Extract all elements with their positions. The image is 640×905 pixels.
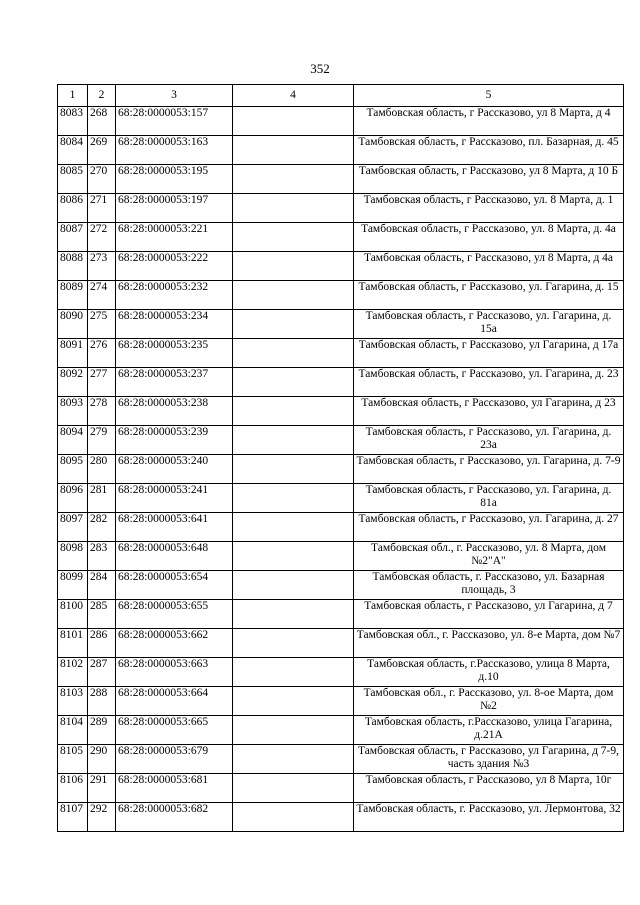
table-header [58,85,624,107]
empty-cell [233,165,354,194]
address-cell: Тамбовская область, г.Рассказово, улица Гагарина, д.21А [354,716,624,745]
address-cell: Тамбовская область, г. Рассказово, ул. Лермонтова, 32 [354,803,624,832]
address-cell: Тамбовская область, г Рассказово, ул. Гагарина, д. 23а [354,426,624,455]
cadastral-number-cell: 68:28:0000053:239 [116,426,233,455]
cadastral-number-cell: 68:28:0000053:681 [116,774,233,803]
index-cell: 276 [88,339,116,368]
index-cell: 270 [88,165,116,194]
cadastral-number-cell: 68:28:0000053:240 [116,455,233,484]
number-cell: 8084 [58,136,88,165]
number-cell: 8095 [58,455,88,484]
table-row [58,223,624,252]
table-row [58,629,624,658]
cadastral-number-cell: 68:28:0000053:221 [116,223,233,252]
empty-cell [233,571,354,600]
address-cell: Тамбовская область, г Рассказово, ул 8 Марта, д 4 [354,107,624,136]
index-cell: 284 [88,571,116,600]
table-row [58,397,624,426]
page-number: 352 [310,61,330,76]
empty-cell [233,107,354,136]
cadastral-number-cell: 68:28:0000053:654 [116,571,233,600]
cadastral-number-cell: 68:28:0000053:664 [116,687,233,716]
index-cell: 273 [88,252,116,281]
address-cell: Тамбовская область, г Рассказово, ул Гагарина, д 7-9, часть здания №3 [354,745,624,774]
empty-cell [233,687,354,716]
registry-table [57,84,624,832]
index-cell: 278 [88,397,116,426]
cadastral-number-cell: 68:28:0000053:197 [116,194,233,223]
empty-cell [233,455,354,484]
address-cell: Тамбовская область, г Рассказово, ул. 8 Марта, д. 4а [354,223,624,252]
index-cell: 282 [88,513,116,542]
number-cell: 8097 [58,513,88,542]
number-cell: 8090 [58,310,88,339]
cadastral-number-cell: 68:28:0000053:235 [116,339,233,368]
number-cell: 8106 [58,774,88,803]
empty-cell [233,658,354,687]
address-cell: Тамбовская область, г Рассказово, ул. Гагарина, д. 15 [354,281,624,310]
address-cell: Тамбовская область, г. Рассказово, ул. Базарная площадь, 3 [354,571,624,600]
table-row [58,426,624,455]
index-cell: 286 [88,629,116,658]
empty-cell [233,745,354,774]
cadastral-number-cell: 68:28:0000053:163 [116,136,233,165]
empty-cell [233,252,354,281]
empty-cell [233,542,354,571]
table-row [58,252,624,281]
address-cell: Тамбовская область, г Рассказово, ул Гагарина, д 23 [354,397,624,426]
index-cell: 272 [88,223,116,252]
cadastral-number-cell: 68:28:0000053:222 [116,252,233,281]
table-row [58,600,624,629]
address-cell: Тамбовская область, г Рассказово, ул. Гагарина, д. 15а [354,310,624,339]
empty-cell [233,194,354,223]
address-cell: Тамбовская область, г Рассказово, ул 8 Марта, д 10 Б [354,165,624,194]
index-cell: 289 [88,716,116,745]
empty-cell [233,426,354,455]
index-cell: 277 [88,368,116,397]
table-body [58,107,624,832]
cadastral-number-cell: 68:28:0000053:648 [116,542,233,571]
table-row [58,745,624,774]
number-cell: 8085 [58,165,88,194]
index-cell: 288 [88,687,116,716]
address-cell: Тамбовская обл., г. Рассказово, ул. 8-ое Марта, дом №2 [354,687,624,716]
table-row [58,687,624,716]
cadastral-number-cell: 68:28:0000053:237 [116,368,233,397]
index-cell: 290 [88,745,116,774]
empty-cell [233,484,354,513]
index-cell: 292 [88,803,116,832]
number-cell: 8083 [58,107,88,136]
index-cell: 285 [88,600,116,629]
header-cell-4: 4 [233,85,354,107]
empty-cell [233,513,354,542]
index-cell: 275 [88,310,116,339]
address-cell: Тамбовская область, г Рассказово, ул 8 Марта, 10г [354,774,624,803]
empty-cell [233,600,354,629]
cadastral-number-cell: 68:28:0000053:662 [116,629,233,658]
number-cell: 8094 [58,426,88,455]
address-cell: Тамбовская область, г Рассказово, пл. Базарная, д. 45 [354,136,624,165]
table-row [58,339,624,368]
index-cell: 279 [88,426,116,455]
table-row [58,194,624,223]
cadastral-number-cell: 68:28:0000053:195 [116,165,233,194]
cadastral-number-cell: 68:28:0000053:679 [116,745,233,774]
header-cell-5: 5 [354,85,624,107]
table-row [58,513,624,542]
address-cell: Тамбовская область, г Рассказово, ул. Гагарина, д. 7-9 [354,455,624,484]
number-cell: 8100 [58,600,88,629]
address-cell: Тамбовская область, г Рассказово, ул. Гагарина, д. 27 [354,513,624,542]
empty-cell [233,774,354,803]
table-row [58,571,624,600]
address-cell: Тамбовская область, г Рассказово, ул Гагарина, д 7 [354,600,624,629]
cadastral-number-cell: 68:28:0000053:655 [116,600,233,629]
number-cell: 8087 [58,223,88,252]
number-cell: 8096 [58,484,88,513]
table-row [58,658,624,687]
index-cell: 291 [88,774,116,803]
empty-cell [233,803,354,832]
header-cell-3: 3 [116,85,233,107]
table-row [58,542,624,571]
address-cell: Тамбовская обл., г. Рассказово, ул. 8 Марта, дом №2"А" [354,542,624,571]
empty-cell [233,310,354,339]
table-row [58,310,624,339]
number-cell: 8098 [58,542,88,571]
address-cell: Тамбовская область, г Рассказово, ул. Гагарина, д. 23 [354,368,624,397]
header-cell-2: 2 [88,85,116,107]
address-cell: Тамбовская область, г Рассказово, ул. 8 Марта, д. 1 [354,194,624,223]
index-cell: 269 [88,136,116,165]
address-cell: Тамбовская обл., г. Рассказово, ул. 8-е Марта, дом №7 [354,629,624,658]
empty-cell [233,716,354,745]
table-row [58,136,624,165]
cadastral-number-cell: 68:28:0000053:157 [116,107,233,136]
table-row [58,484,624,513]
empty-cell [233,223,354,252]
index-cell: 281 [88,484,116,513]
address-cell: Тамбовская область, г Рассказово, ул 8 Марта, д 4а [354,252,624,281]
empty-cell [233,136,354,165]
address-cell: Тамбовская область, г.Рассказово, улица 8 Марта, д.10 [354,658,624,687]
number-cell: 8103 [58,687,88,716]
index-cell: 283 [88,542,116,571]
index-cell: 280 [88,455,116,484]
empty-cell [233,629,354,658]
table-row [58,716,624,745]
table-row [58,281,624,310]
number-cell: 8099 [58,571,88,600]
number-cell: 8092 [58,368,88,397]
table-row [58,455,624,484]
empty-cell [233,281,354,310]
address-cell: Тамбовская область, г Рассказово, ул Гагарина, д 17а [354,339,624,368]
index-cell: 274 [88,281,116,310]
cadastral-number-cell: 68:28:0000053:234 [116,310,233,339]
number-cell: 8091 [58,339,88,368]
table-row [58,165,624,194]
empty-cell [233,397,354,426]
address-cell: Тамбовская область, г Рассказово, ул. Гагарина, д. 81а [354,484,624,513]
table-row [58,774,624,803]
table-row [58,107,624,136]
number-cell: 8086 [58,194,88,223]
cadastral-number-cell: 68:28:0000053:241 [116,484,233,513]
number-cell: 8102 [58,658,88,687]
number-cell: 8101 [58,629,88,658]
header-cell-1: 1 [58,85,88,107]
cadastral-number-cell: 68:28:0000053:663 [116,658,233,687]
index-cell: 268 [88,107,116,136]
number-cell: 8107 [58,803,88,832]
cadastral-number-cell: 68:28:0000053:232 [116,281,233,310]
empty-cell [233,368,354,397]
cadastral-number-cell: 68:28:0000053:665 [116,716,233,745]
index-cell: 271 [88,194,116,223]
empty-cell [233,339,354,368]
number-cell: 8105 [58,745,88,774]
header-row [58,85,624,107]
index-cell: 287 [88,658,116,687]
number-cell: 8089 [58,281,88,310]
number-cell: 8093 [58,397,88,426]
table-row [58,368,624,397]
table-row [58,803,624,832]
number-cell: 8104 [58,716,88,745]
number-cell: 8088 [58,252,88,281]
cadastral-number-cell: 68:28:0000053:641 [116,513,233,542]
cadastral-number-cell: 68:28:0000053:682 [116,803,233,832]
cadastral-number-cell: 68:28:0000053:238 [116,397,233,426]
